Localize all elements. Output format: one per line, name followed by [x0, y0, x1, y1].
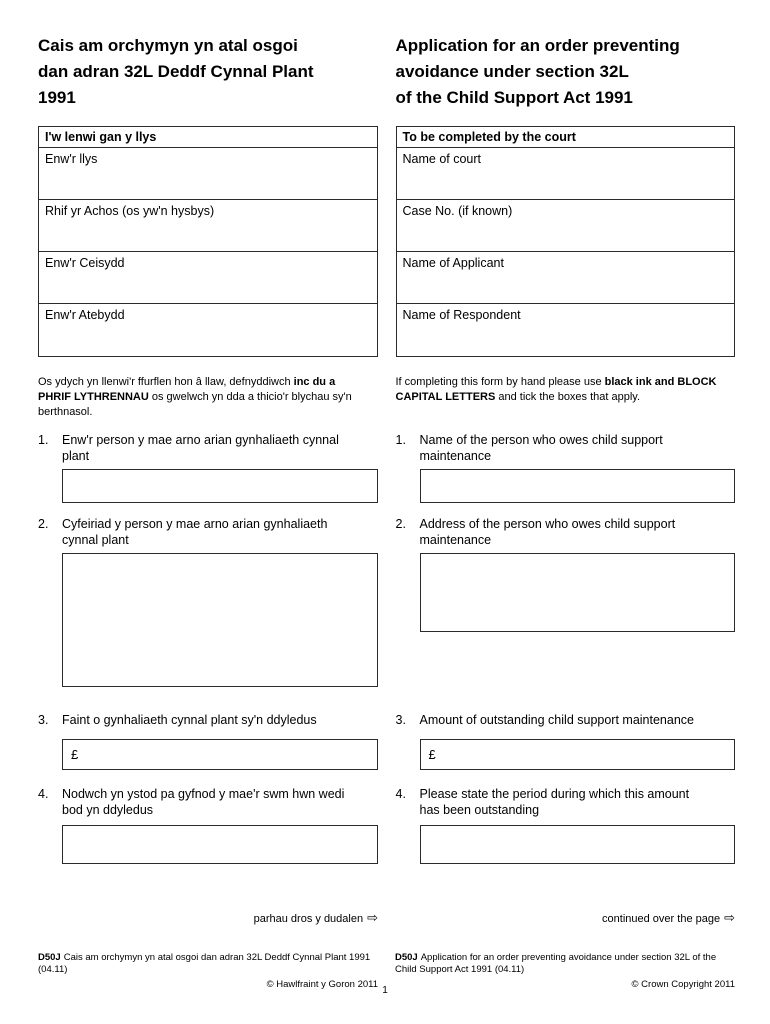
continued-note-welsh [38, 910, 378, 926]
currency-symbol: £ [428, 747, 436, 762]
question-text: Cyfeiriad y person y mae arno arian gynhaliaeth cynnal plant [62, 517, 328, 547]
question-1-english [396, 433, 736, 503]
continued-text: parhau dros y dudalen [253, 913, 364, 925]
question-2-welsh [38, 517, 378, 713]
question-heading [396, 433, 736, 464]
field-label: Enw'r llys [45, 152, 98, 166]
answer-box-4-english[interactable] [420, 825, 736, 864]
instructions-pre: Os ydych yn llenwi'r ffurflen hon â llaw, defnyddiwch [38, 376, 294, 388]
question-2-english [396, 517, 736, 713]
answer-box-1-welsh[interactable] [62, 469, 378, 503]
form-code: D50J [395, 952, 418, 963]
question-heading [38, 787, 378, 818]
court-box-header-english: To be completed by the court [397, 127, 735, 148]
question-number: 4. [395, 787, 406, 801]
question-heading [38, 433, 378, 464]
answer-box-3-welsh[interactable] [62, 739, 378, 770]
question-3-english [396, 713, 736, 770]
instructions-welsh [38, 375, 370, 423]
two-column-layout [38, 33, 735, 864]
field-label: Enw'r Atebydd [45, 308, 125, 322]
question-number: 3. [395, 713, 406, 727]
question-number: 1. [395, 433, 406, 447]
question-1-welsh [38, 433, 378, 503]
question-3-welsh [38, 713, 378, 770]
title-line: Application for an order preventing [395, 36, 680, 55]
field-respondent-name-welsh[interactable] [39, 304, 377, 356]
field-label: Rhif yr Achos (os yw'n hysbys) [45, 204, 215, 218]
welsh-column [38, 33, 378, 864]
question-text: Enw'r person y mae arno arian gynhaliaeth cynnal plant [62, 433, 339, 463]
answer-box-1-english[interactable] [420, 469, 736, 503]
question-heading [38, 713, 378, 729]
answer-box-4-welsh[interactable] [62, 825, 378, 864]
court-box-header-welsh: I'w lenwi gan y llys [39, 127, 377, 148]
question-text: Faint o gynhaliaeth cynnal plant sy'n ddyledus [62, 713, 317, 727]
question-4-welsh [38, 787, 378, 864]
field-applicant-name-welsh[interactable] [39, 252, 377, 304]
field-applicant-name-english[interactable] [397, 252, 735, 304]
court-use-box-english [396, 126, 736, 357]
form-footer-title: Application for an order preventing avoidance under section 32L of the Child Support Act 1991 (04.11) [395, 952, 717, 975]
continued-text: continued over the page [602, 913, 721, 925]
question-heading [396, 517, 736, 548]
answer-box-3-english[interactable] [420, 739, 736, 770]
field-respondent-name-english[interactable] [397, 304, 735, 356]
question-text: Amount of outstanding child support maintenance [419, 713, 694, 727]
field-label: Case No. (if known) [402, 204, 513, 218]
instructions-bold: inc du a PHRIF LYTHRENNAU [38, 376, 336, 403]
field-case-number-welsh[interactable] [39, 200, 377, 252]
title-line: of the Child Support Act 1991 [395, 88, 633, 107]
field-label: Enw'r Ceisydd [45, 256, 125, 270]
copyright-english: © Crown Copyright 2011 [631, 979, 735, 990]
instructions-pre: If completing this form by hand please use [395, 376, 605, 388]
continued-note-english [395, 910, 735, 926]
form-footer-welsh [38, 952, 378, 976]
form-footer-title: Cais am orchymyn yn atal osgoi dan adran 32L Deddf Cynnal Plant 1991 (04.11) [38, 952, 371, 975]
instructions-bold: black ink and BLOCK CAPITAL LETTERS [395, 376, 717, 403]
title-line: dan adran 32L Deddf Cynnal Plant [38, 62, 314, 81]
page-title-english [396, 33, 736, 111]
question-number: 3. [38, 713, 49, 727]
question-text: Name of the person who owes child support maintenance [419, 433, 663, 463]
field-label: Name of court [402, 152, 482, 166]
field-label: Name of Applicant [402, 256, 504, 270]
question-text: Address of the person who owes child support maintenance [419, 517, 676, 547]
question-heading [396, 713, 736, 729]
instructions-post: and tick the boxes that apply. [495, 391, 641, 403]
title-line: avoidance under section 32L [395, 62, 629, 81]
form-code: D50J [38, 952, 61, 963]
question-number: 2. [38, 517, 49, 531]
court-use-box-welsh [38, 126, 378, 357]
instructions-english [396, 375, 728, 423]
instructions-post: os gwelwch yn dda a thicio'r blychau sy'n berthnasol. [38, 391, 352, 418]
question-text: Nodwch yn ystod pa gyfnod y mae'r swm hwn wedi bod yn ddyledus [62, 787, 345, 817]
field-court-name-welsh[interactable] [39, 148, 377, 200]
question-heading [396, 787, 736, 818]
field-case-number-english[interactable] [397, 200, 735, 252]
page-number: 1 [382, 985, 388, 996]
answer-box-2-welsh[interactable] [62, 553, 378, 687]
english-column [396, 33, 736, 864]
page-title-welsh [38, 33, 378, 111]
copyright-welsh: © Hawlfraint y Goron 2011 [266, 979, 378, 990]
question-number: 1. [38, 433, 49, 447]
currency-symbol: £ [71, 747, 79, 762]
field-court-name-english[interactable] [397, 148, 735, 200]
question-4-english [396, 787, 736, 864]
question-heading [38, 517, 378, 548]
answer-box-2-english[interactable] [420, 553, 736, 632]
title-line: 1991 [38, 88, 76, 107]
form-footer-english [395, 952, 735, 976]
title-line: Cais am orchymyn yn atal osgoi [38, 36, 298, 55]
field-label: Name of Respondent [402, 308, 521, 322]
continue-arrow-icon: ⇨ [367, 910, 378, 925]
question-number: 4. [38, 787, 49, 801]
question-text: Please state the period during which this amount has been outstanding [419, 787, 690, 817]
continue-arrow-icon: ⇨ [724, 910, 735, 925]
question-number: 2. [395, 517, 406, 531]
